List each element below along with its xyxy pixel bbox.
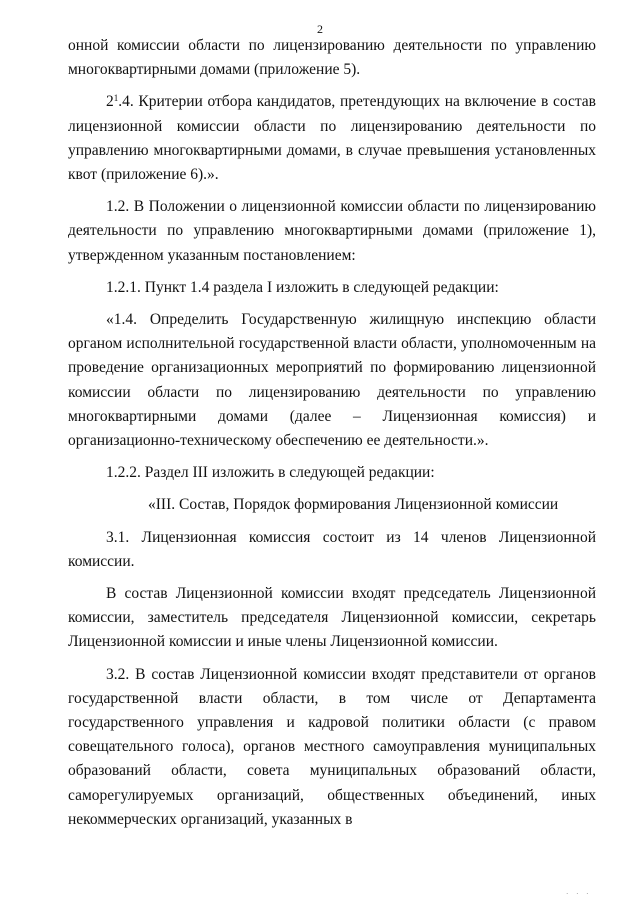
paragraph-3-1: 3.1. Лицензионная комиссия состоит из 14 членов Лицензионной комиссии. [68,528,596,570]
clause-number-main: 2 [106,93,114,111]
section-heading-iii: «III. Состав, Порядок формирования Лицензионной комиссии [148,496,559,514]
page-number: 2 [317,22,323,36]
paragraph-1-4-quote: «1.4. Определить Государственную жилищную инспекцию области органом исполнительной государственной власти области, уполномоченным на проведение организационных мероприятий по формированию лицензионной комиссии области по лицензированию деятельности по управлению многоквартирными домами (далее – Лицензионная комиссия) и организационно-техническому обеспечению ее деятельности.». [68,311,596,450]
paragraph-1-2-1: 1.2.1. Пункт 1.4 раздела I изложить в следующей редакции: [106,278,499,296]
paragraph-criteria [68,90,596,187]
clause-number-superscript: 1 [113,93,119,104]
document-body [68,34,596,840]
paragraph-continuation: онной комиссии области по лицензированию деятельности по управлению многоквартирными домами (приложение 5). [68,37,596,79]
paragraph-1-2-2: 1.2.2. Раздел III изложить в следующей редакции: [106,464,435,482]
scan-marks: · · · [566,890,592,898]
clause-text: Критерии отбора кандидатов, претендующих на включение в состав лицензионной комиссии области по лицензированию деятельности по управлению многоквартирными домами, в случае превышения установленных квот (приложение 6).». [68,93,596,184]
paragraph-3-2: 3.2. В состав Лицензионной комиссии входят представители от органов государственной власти области, в том числе от Департамента государственного управления и кадровой политики области (с правом совещательного голоса), органов местного самоуправления муниципальных образований области, совета муниципальных образований области, саморегулируемых организаций, общественных объединений, иных некоммерческих организаций, указанных в [68,665,596,828]
paragraph-1-2: 1.2. В Положении о лицензионной комиссии области по лицензированию деятельности по управлению многоквартирными домами (приложение 1), утвержденном указанным постановлением: [68,198,596,264]
clause-number-rest: .4. [118,93,134,111]
paragraph-composition: В состав Лицензионной комиссии входят председатель Лицензионной комиссии, заместитель председателя Лицензионной комиссии, секретарь Лицензионной комиссии и иные члены Лицензионной комиссии. [68,585,596,651]
